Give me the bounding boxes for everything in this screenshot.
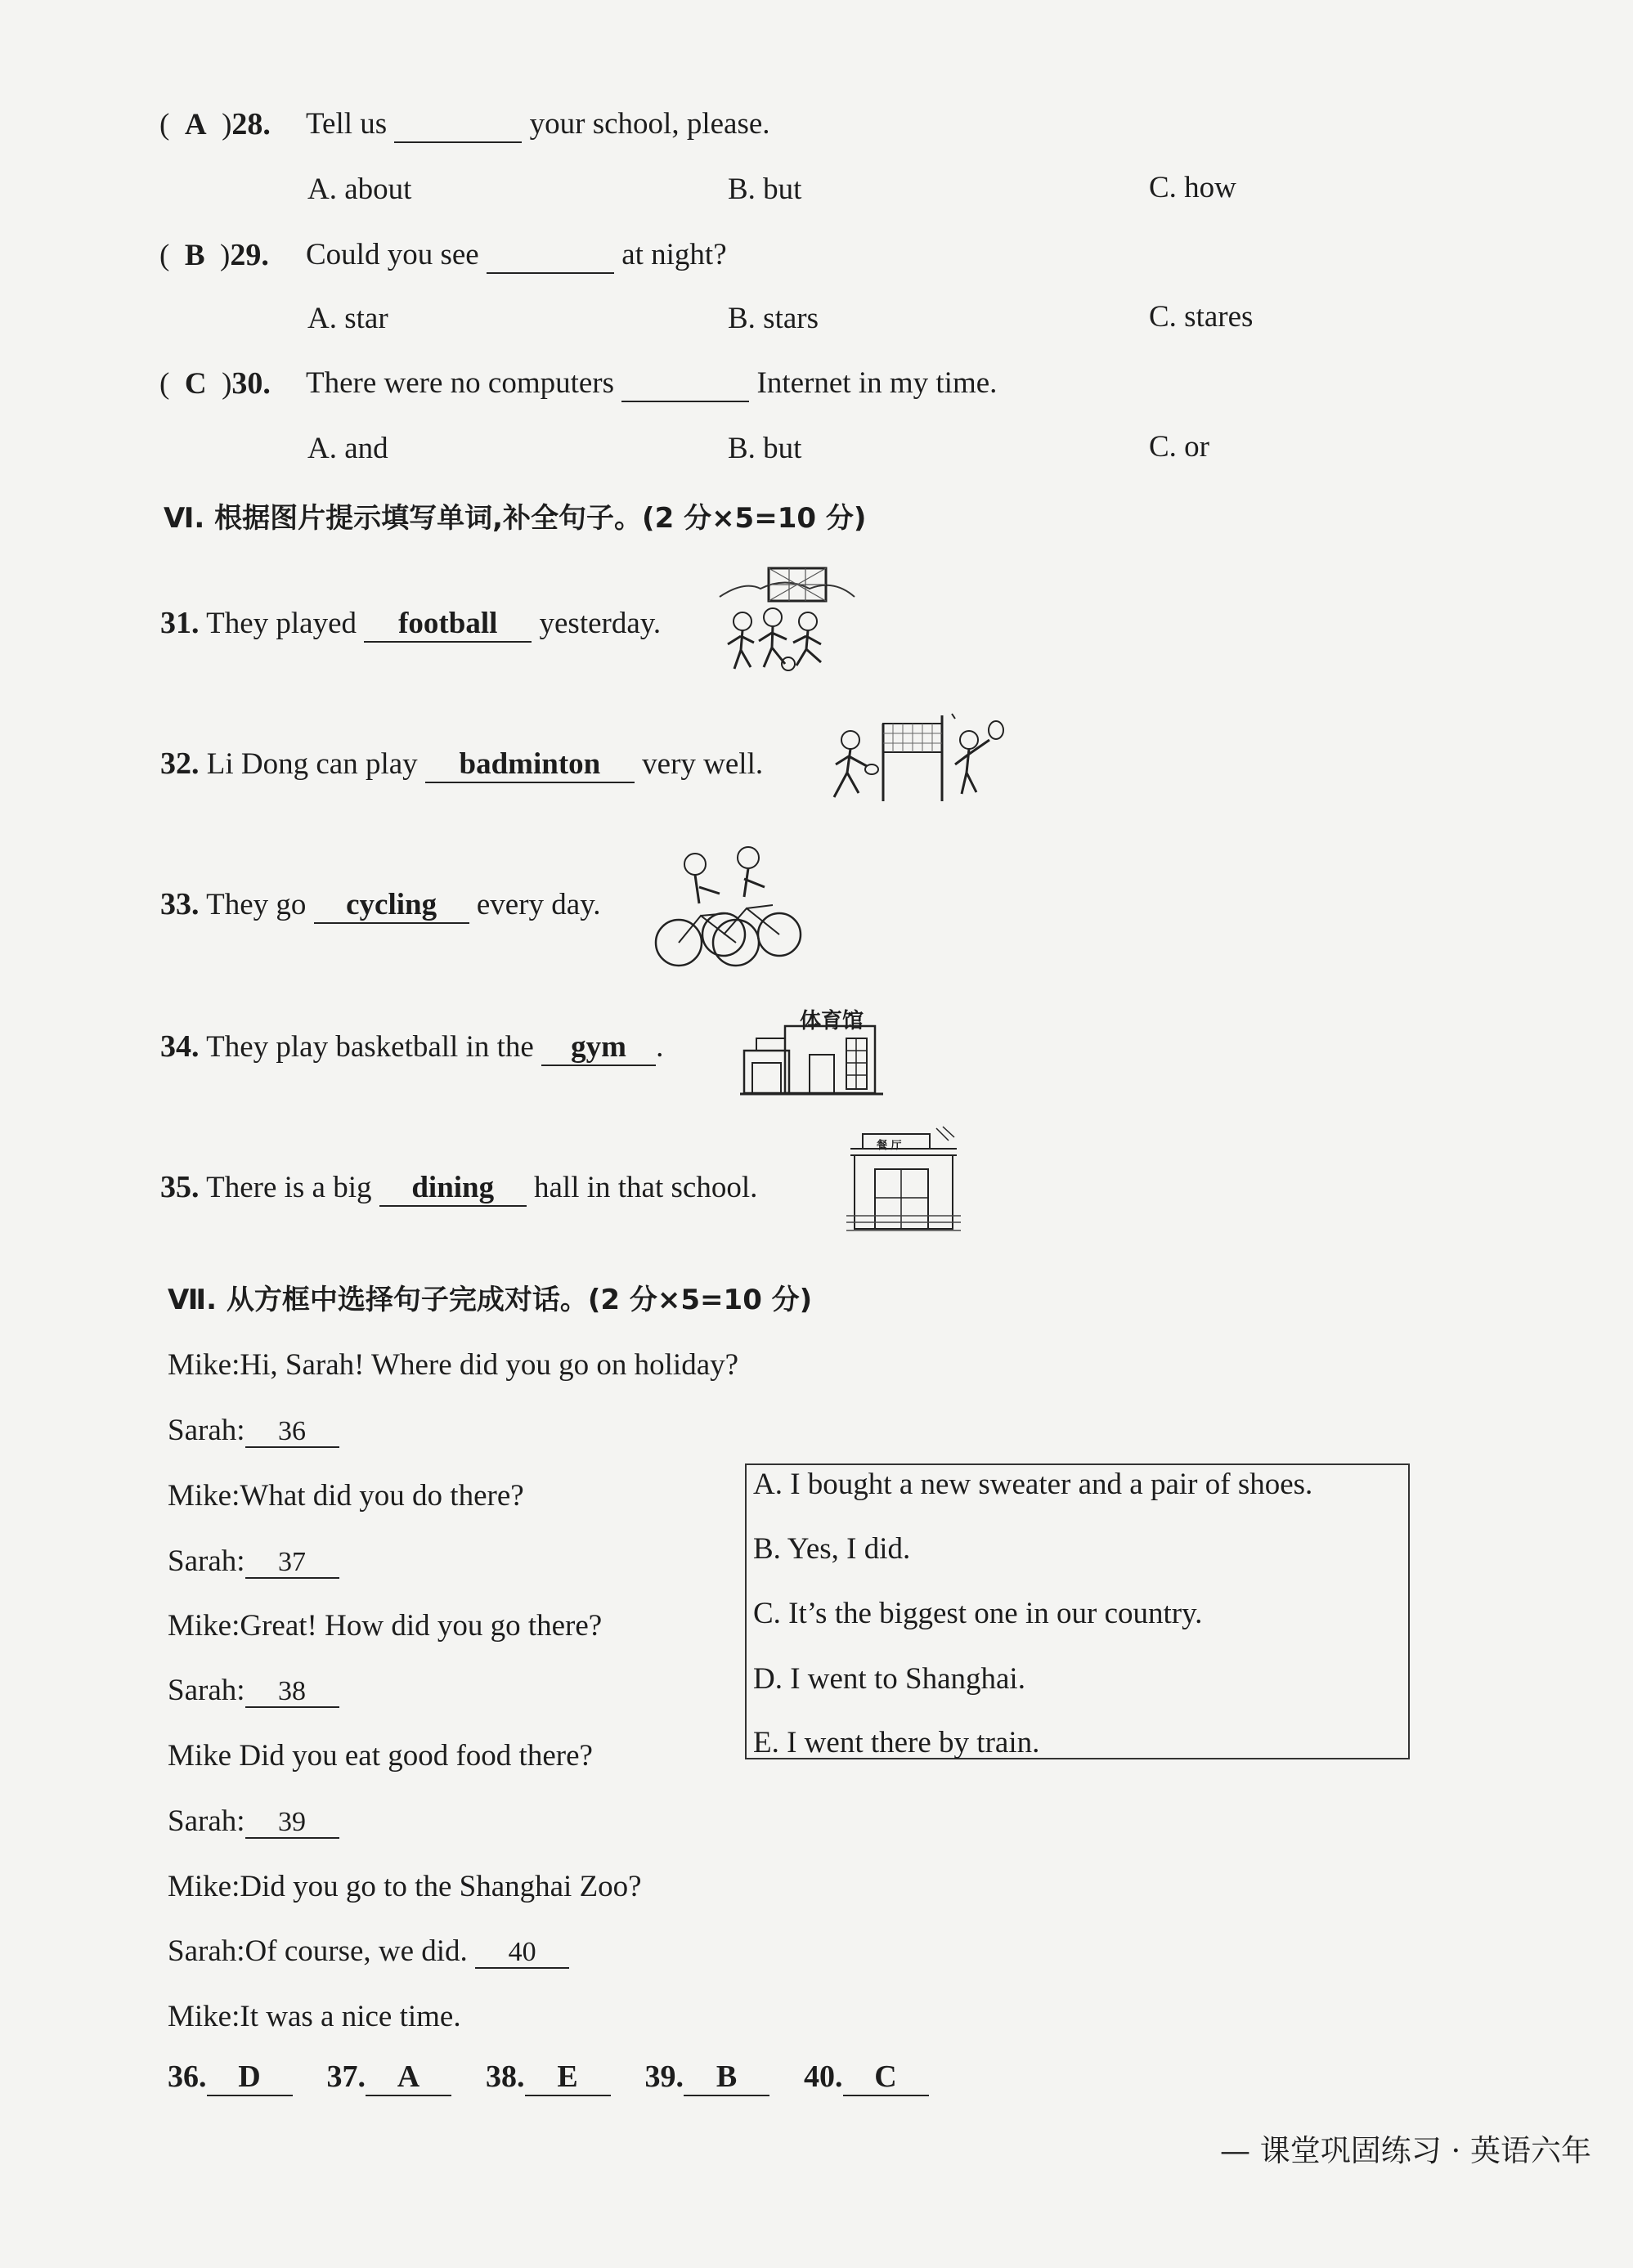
- dining-hall-icon: [846, 1124, 961, 1235]
- page-footer: — 课堂巩固练习 · 英语六年: [1220, 2133, 1592, 2168]
- speaker: Mike:: [168, 1479, 240, 1513]
- speaker: Mike:: [168, 1870, 240, 1903]
- line-text: Great! How did you go there?: [240, 1609, 603, 1643]
- option-b: B. but: [728, 432, 802, 465]
- answer-letter: B: [184, 239, 205, 272]
- stem-after: your school, please.: [529, 107, 770, 141]
- item-after: every day.: [476, 888, 601, 921]
- fill-answer: cycling: [314, 889, 469, 924]
- option-b: B. stars: [728, 302, 819, 335]
- item-sentence: [160, 886, 601, 924]
- answer-fill: B: [684, 2060, 769, 2096]
- item-sentence: [160, 746, 763, 783]
- stem-before: Could you see: [306, 238, 479, 271]
- line-text: It was a nice time.: [240, 2000, 461, 2033]
- stem-after: at night?: [621, 238, 727, 271]
- answer-row: [168, 2059, 929, 2096]
- speaker: Sarah:: [168, 1414, 245, 1447]
- item-after: .: [656, 1030, 664, 1064]
- bicycle-icon: [650, 846, 805, 969]
- dialogue-line: [168, 1738, 593, 1773]
- speaker: Sarah:: [168, 1804, 245, 1838]
- question-stem: [306, 106, 770, 143]
- football-icon: [711, 564, 859, 679]
- question-number: 28.: [231, 107, 271, 141]
- gym-building-icon: [740, 1002, 883, 1096]
- item-number: 32.: [160, 746, 200, 781]
- answer-paren: ( B )29.: [159, 238, 269, 272]
- fill-answer: gym: [541, 1031, 656, 1066]
- option-b: B. but: [728, 173, 802, 206]
- item-before: There is a big: [206, 1171, 372, 1204]
- answer-number: 38.: [486, 2060, 525, 2094]
- item-after: yesterday.: [539, 607, 662, 640]
- dialogue-line: [168, 1347, 738, 1383]
- dialogue-line: [168, 1673, 339, 1708]
- item-number: 31.: [160, 606, 200, 640]
- option-a: A. about: [307, 173, 412, 206]
- dialogue-line: [168, 1413, 339, 1448]
- line-text: Did you eat good food there?: [239, 1739, 593, 1773]
- dialogue-blank: 37: [245, 1547, 339, 1579]
- answer-fill: D: [207, 2060, 293, 2096]
- question-stem: [306, 237, 727, 274]
- line-text: What did you do there?: [240, 1479, 524, 1513]
- dialogue-line: [168, 1934, 569, 1969]
- speaker: Mike:: [168, 1609, 240, 1643]
- item-sentence: [160, 1169, 757, 1207]
- fill-answer: dining: [379, 1172, 527, 1207]
- answer-number: 37.: [326, 2060, 366, 2094]
- question-number: 30.: [231, 366, 271, 401]
- dialogue-blank: 39: [245, 1807, 339, 1839]
- answer-blank: [487, 239, 614, 274]
- line-text: Did you go to the Shanghai Zoo?: [240, 1870, 642, 1903]
- stem-before: Tell us: [306, 107, 388, 141]
- fill-answer: badminton: [425, 748, 635, 783]
- speaker: Sarah:: [168, 1544, 245, 1578]
- dialogue-line: [168, 1999, 461, 2034]
- answer-number: 39.: [644, 2060, 684, 2094]
- fill-answer: football: [364, 607, 532, 643]
- answer-letter: C: [184, 367, 207, 401]
- dialogue-line: [168, 1804, 339, 1839]
- box-option-d: D. I went to Shanghai.: [753, 1662, 1025, 1696]
- stem-after: Internet in my time.: [756, 366, 998, 400]
- section-7-title: Ⅶ. 从方框中选择句子完成对话。(2 分×5=10 分): [168, 1284, 813, 1316]
- dialogue-line: [168, 1544, 339, 1579]
- item-sentence: [160, 1029, 663, 1066]
- line-text: Hi, Sarah! Where did you go on holiday?: [240, 1348, 739, 1382]
- speaker: Sarah:: [168, 1674, 245, 1707]
- speaker: Mike: [168, 1739, 232, 1773]
- badminton-icon: [818, 707, 1014, 809]
- item-after: hall in that school.: [534, 1171, 758, 1204]
- dining-sign: 餐 厅: [877, 1140, 902, 1152]
- item-sentence: [160, 605, 661, 643]
- dialogue-blank: 36: [245, 1416, 339, 1448]
- section-6-title: Ⅵ. 根据图片提示填写单词,补全句子。(2 分×5=10 分): [164, 502, 867, 535]
- item-number: 33.: [160, 887, 200, 921]
- answer-number: 40.: [804, 2060, 843, 2094]
- speaker: Mike:: [168, 2000, 240, 2033]
- box-option-e: E. I went there by train.: [753, 1726, 1040, 1759]
- answer-blank: [621, 367, 749, 402]
- dialogue-blank: 40: [475, 1937, 569, 1969]
- dialogue-line: [168, 1869, 642, 1904]
- dialogue-blank: 38: [245, 1676, 339, 1708]
- question-number: 29.: [230, 238, 269, 272]
- item-number: 35.: [160, 1170, 200, 1204]
- box-option-a: A. I bought a new sweater and a pair of shoes.: [753, 1468, 1313, 1501]
- box-option-b: B. Yes, I did.: [753, 1532, 911, 1566]
- dialogue-line: [168, 1608, 602, 1643]
- item-before: They go: [206, 888, 307, 921]
- answer-fill: E: [525, 2060, 611, 2096]
- option-a: A. and: [307, 432, 388, 465]
- box-option-c: C. It’s the biggest one in our country.: [753, 1597, 1203, 1630]
- answer-number: 36.: [168, 2060, 207, 2094]
- stem-before: There were no computers: [306, 366, 615, 400]
- gym-sign: 体育馆: [800, 1009, 864, 1033]
- dialogue-line: [168, 1478, 524, 1513]
- options-box: [745, 1463, 1410, 1759]
- item-after: very well.: [642, 747, 764, 781]
- question-stem: [306, 365, 997, 402]
- answer-paren: ( C )30.: [159, 366, 271, 401]
- answer-letter: A: [184, 108, 207, 141]
- answer-paren: ( A )28.: [159, 107, 271, 141]
- answer-fill: A: [366, 2060, 451, 2096]
- option-a: A. star: [307, 302, 388, 335]
- option-c: C. or: [1149, 430, 1209, 464]
- item-before: They played: [206, 607, 357, 640]
- item-before: They play basketball in the: [206, 1030, 534, 1064]
- item-number: 34.: [160, 1029, 200, 1064]
- answer-blank: [394, 108, 522, 143]
- line-text: Of course, we did.: [245, 1934, 468, 1968]
- option-c: C. stares: [1149, 300, 1254, 334]
- speaker: Sarah:: [168, 1934, 245, 1968]
- speaker: Mike:: [168, 1348, 240, 1382]
- answer-fill: C: [843, 2060, 929, 2096]
- option-c: C. how: [1149, 171, 1236, 204]
- item-before: Li Dong can play: [206, 747, 418, 781]
